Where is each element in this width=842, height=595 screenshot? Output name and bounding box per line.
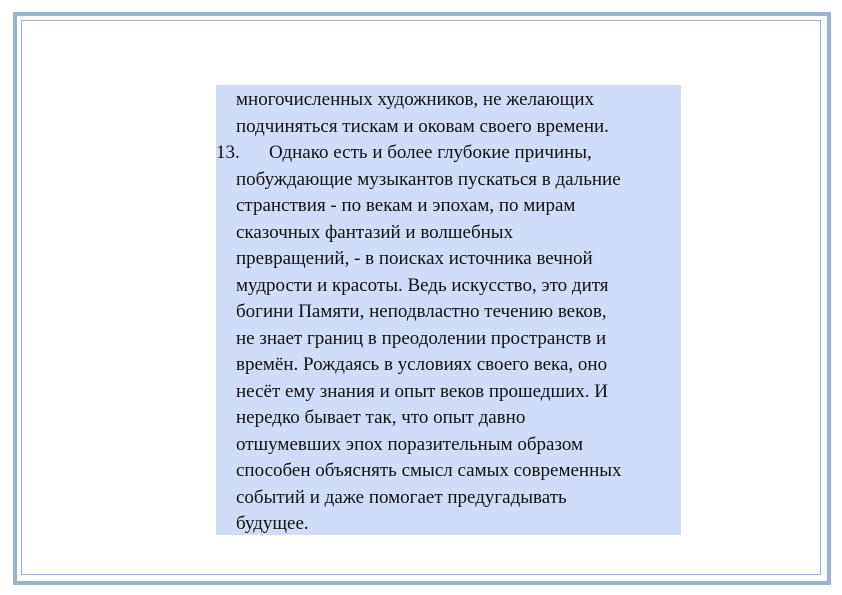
- text-line: будущее.: [236, 513, 309, 534]
- text-line: событий и даже помогает предугадывать: [236, 486, 567, 508]
- text-line: несёт ему знания и опыт веков прошедших. И: [236, 380, 608, 402]
- text-line: нередко бывает так, что опыт давно: [236, 407, 526, 428]
- text-line: мудрости и красоты. Ведь искусство, это дитя: [236, 274, 609, 296]
- text-box: [216, 85, 681, 535]
- text-line: отшумевших эпох поразительным образом: [236, 433, 584, 455]
- text-line: способен объяснять смысл самых современных: [236, 460, 622, 481]
- text-line: подчиняться тискам и оковам своего времени.: [236, 115, 609, 137]
- item-first-line: Однако есть и более глубокие причины,: [269, 142, 592, 163]
- text-line: многочисленных художников, не желающих: [236, 89, 594, 110]
- item-number: 13.: [216, 142, 240, 163]
- text-line: сказочных фантазий и волшебных: [236, 221, 514, 243]
- text-line: побуждающие музыкантов пускаться в дальние: [236, 168, 621, 190]
- text-line: превращений, - в поисках источника вечной: [236, 248, 593, 269]
- text-line: богини Памяти, неподвластно течению веков,: [236, 301, 607, 322]
- text-line: времён. Рождаясь в условиях своего века, оно: [236, 354, 608, 375]
- text-line: не знает границ в преодолении пространств и: [236, 327, 607, 349]
- numbered-item-line: [216, 140, 681, 167]
- text-line: странствия - по векам и эпохам, по мирам: [236, 195, 576, 216]
